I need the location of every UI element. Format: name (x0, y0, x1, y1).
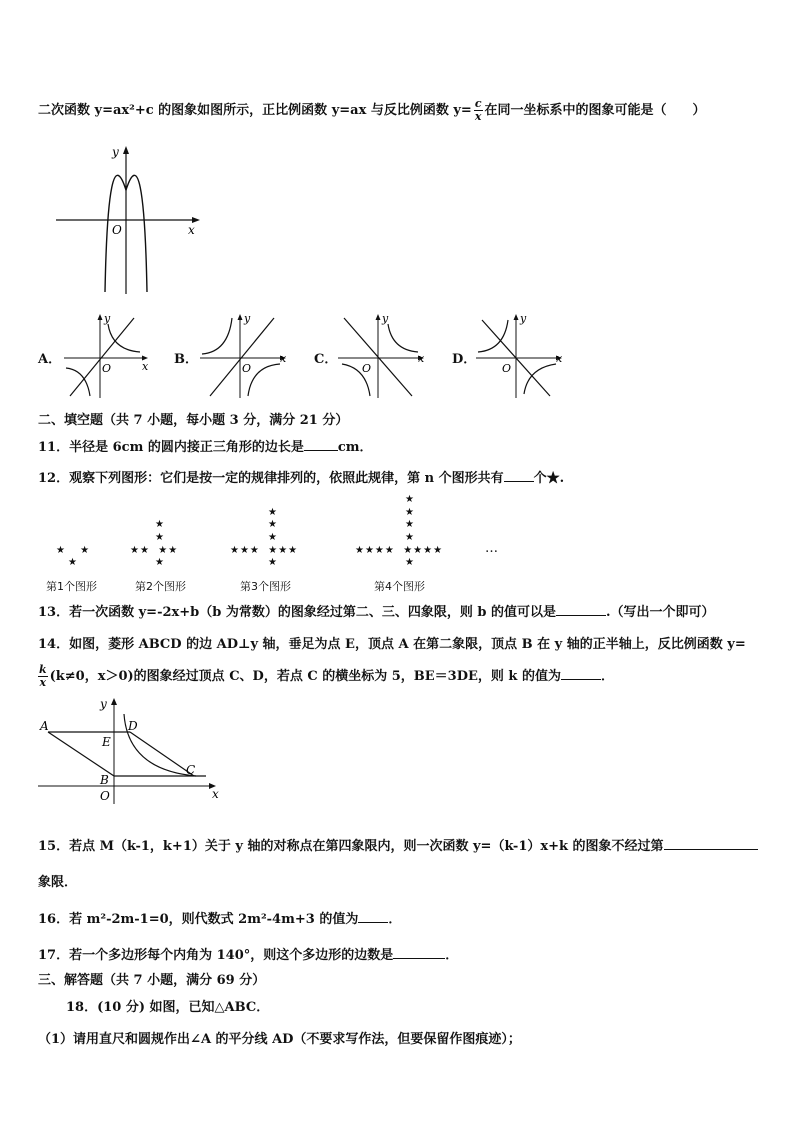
option-a-label[interactable]: A． (38, 352, 62, 367)
q10-parabola-figure (50, 140, 210, 300)
q12-figure-3-star-3: ★ (268, 532, 277, 543)
q15-text-a: 15．若点 M（k-1，k+1）关于 y 轴的对称点在第四象限内，则一次函数 y=（k-1）x+k 的图象不经过第 (38, 839, 664, 854)
q12-figure-3-label: 第3个图形 (240, 580, 291, 593)
q14-answer-blank[interactable] (561, 667, 601, 680)
option-d-hyperbola-2 (524, 364, 556, 394)
option-c-graph[interactable] (336, 312, 430, 400)
question-18-part-1: （1）请用直尺和圆规作出∠A 的平分线 AD（不要求写作法，但要保留作图痕迹）； (38, 1032, 521, 1047)
q11-text-b: cm． (337, 440, 373, 455)
q12-figure-3-row: ★★★ ★★★ (230, 545, 299, 556)
question-13 (38, 603, 715, 622)
q14-text-b: (k≠0，x＞0)的图象经过顶点 C、D，若点 C 的横坐标为 5，BE＝3DE，则 k 的值为 (49, 669, 561, 684)
q14-label-E: E (102, 735, 111, 749)
option-a-x-label: x (142, 360, 149, 373)
option-b-label[interactable]: B． (174, 352, 198, 367)
option-b-y-label: y (244, 312, 251, 325)
question-16 (38, 910, 401, 929)
option-a-hyperbola-1 (108, 324, 140, 352)
q12-answer-blank[interactable] (504, 469, 534, 482)
q12-figure-4-star-4: ★ (405, 532, 414, 543)
q12-text-a: 12．观察下列图形：它们是按一定的规律排列的，依照此规律，第 n 个图形共有 (38, 471, 504, 486)
q10-frac-den: x (474, 110, 482, 123)
q12-figure-4-star-3: ★ (405, 519, 414, 530)
q12-figure-2-bottom: ★ (155, 557, 164, 568)
option-d-graph[interactable] (474, 312, 568, 400)
q14-fraction (38, 664, 48, 689)
option-c-x-label: x (418, 352, 425, 365)
q10-x-label: x (188, 223, 195, 237)
q12-figure-4-row: ★★★★ ★★★★ (355, 545, 444, 556)
option-d-x-label: x (556, 352, 563, 365)
option-a-y-label: y (104, 312, 111, 325)
option-b-origin-label: O (242, 362, 252, 375)
q12-figure-1-top: ★ ★ (56, 545, 96, 556)
option-b-hyperbola-1 (202, 318, 232, 354)
option-d-y-arrow (514, 314, 519, 320)
option-a-origin-label: O (102, 362, 112, 375)
q14-rhombus-figure (36, 694, 236, 806)
q12-text-b: 个★. (533, 471, 565, 486)
section-2-heading: 二、填空题（共 7 小题，每小题 3 分，满分 21 分） (38, 413, 349, 428)
q14-label-C: C (186, 763, 196, 777)
q10-text-a: 二次函数 y=ax²+c 的图象如图所示，正比例函数 y=ax 与反比例函数 y= (38, 103, 472, 118)
q14-label-x: x (212, 787, 219, 801)
q12-figure-4-star-1: ★ (405, 494, 414, 505)
section-3-heading: 三、解答题（共 7 小题，满分 69 分） (38, 973, 266, 988)
q14-label-y: y (100, 697, 107, 711)
q12-figure-2-star-1: ★ (155, 519, 164, 530)
q12-figure-3-star-1: ★ (268, 507, 277, 518)
q16-answer-blank[interactable] (358, 910, 388, 923)
question-18: 18．(10 分) 如图，已知△ABC． (66, 1000, 270, 1015)
q17-answer-blank[interactable] (393, 946, 445, 959)
question-10-stem (38, 98, 706, 123)
option-c-label[interactable]: C． (314, 352, 338, 367)
q10-fraction (474, 98, 483, 123)
q14-frac-num: k (39, 663, 47, 676)
q12-figure-2-label: 第2个图形 (135, 580, 186, 593)
q11-answer-blank[interactable] (304, 438, 338, 451)
option-c-y-arrow (376, 314, 381, 320)
q14-y-arrow (111, 698, 117, 705)
q10-origin-label: O (112, 223, 122, 237)
option-c-origin-label: O (362, 362, 372, 375)
q15-answer-blank[interactable] (664, 837, 758, 850)
question-17 (38, 946, 458, 965)
option-b-line (210, 318, 274, 396)
q12-ellipsis: … (485, 541, 498, 556)
q16-text-a: 16．若 m²-2m-1=0，则代数式 2m²-4m+3 的值为 (38, 912, 359, 927)
q16-text-b: ． (388, 912, 402, 927)
q12-figure-3-bottom: ★ (268, 557, 277, 568)
question-15-line-1 (38, 837, 758, 856)
q12-figure-4-star-2: ★ (405, 507, 414, 518)
q12-figure-4-label: 第4个图形 (374, 580, 425, 593)
option-c-y-label: y (382, 312, 389, 325)
q10-y-arrow (123, 146, 129, 154)
option-a-y-arrow (98, 314, 103, 320)
option-b-x-label: x (280, 352, 287, 365)
q14-label-B: B (100, 773, 109, 787)
q12-figure-4-bottom: ★ (405, 557, 414, 568)
option-d-label[interactable]: D． (452, 352, 477, 367)
option-a-hyperbola-2 (66, 368, 90, 396)
q14-text-c: ． (600, 669, 614, 684)
q12-figure-1-bottom: ★ (68, 557, 77, 568)
q10-y-label: y (112, 145, 119, 159)
q10-text-b: 在同一坐标系中的图象可能是（ ） (484, 103, 706, 118)
q13-text-a: 13．若一次函数 y=-2x+b（b 为常数）的图象经过第二、三、四象限，则 b 的值可以是 (38, 605, 556, 620)
q17-text-b: ． (445, 948, 459, 963)
option-b-hyperbola-2 (248, 364, 280, 396)
option-b-graph[interactable] (198, 312, 292, 400)
q14-label-O: O (100, 789, 110, 803)
q12-figure-3-star-2: ★ (268, 519, 277, 530)
option-d-origin-label: O (502, 362, 512, 375)
question-12 (38, 469, 564, 488)
option-d-hyperbola-1 (478, 320, 508, 352)
q17-text-a: 17．若一个多边形每个内角为 140°，则这个多边形的边数是 (38, 948, 394, 963)
q12-figure-1-label: 第1个图形 (46, 580, 97, 593)
question-14-line-2 (38, 662, 614, 692)
option-d-y-label: y (520, 312, 527, 325)
question-14-line-1: 14．如图，菱形 ABCD 的边 AD⊥y 轴，垂足为点 E，顶点 A 在第二象限，顶点 B 在 y 轴的正半轴上，反比例函数 y= (38, 637, 746, 652)
q13-answer-blank[interactable] (556, 603, 606, 616)
q10-frac-num: c (474, 97, 482, 110)
q14-label-A: A (40, 719, 49, 733)
option-b-y-arrow (238, 314, 243, 320)
q13-text-b: .（写出一个即可） (606, 605, 715, 620)
q14-frac-den: x (39, 676, 47, 689)
q12-figure-2-row: ★★ ★★ (130, 545, 179, 556)
option-a-graph[interactable] (62, 312, 152, 400)
q14-label-D: D (128, 719, 138, 733)
question-11 (38, 438, 373, 457)
option-c-hyperbola-1 (388, 324, 418, 352)
q11-text-a: 11．半径是 6cm 的圆内接正三角形的边长是 (38, 440, 304, 455)
q12-figure-2-star-2: ★ (155, 532, 164, 543)
question-15-line-2: 象限． (38, 875, 78, 890)
option-a-line (70, 318, 134, 396)
